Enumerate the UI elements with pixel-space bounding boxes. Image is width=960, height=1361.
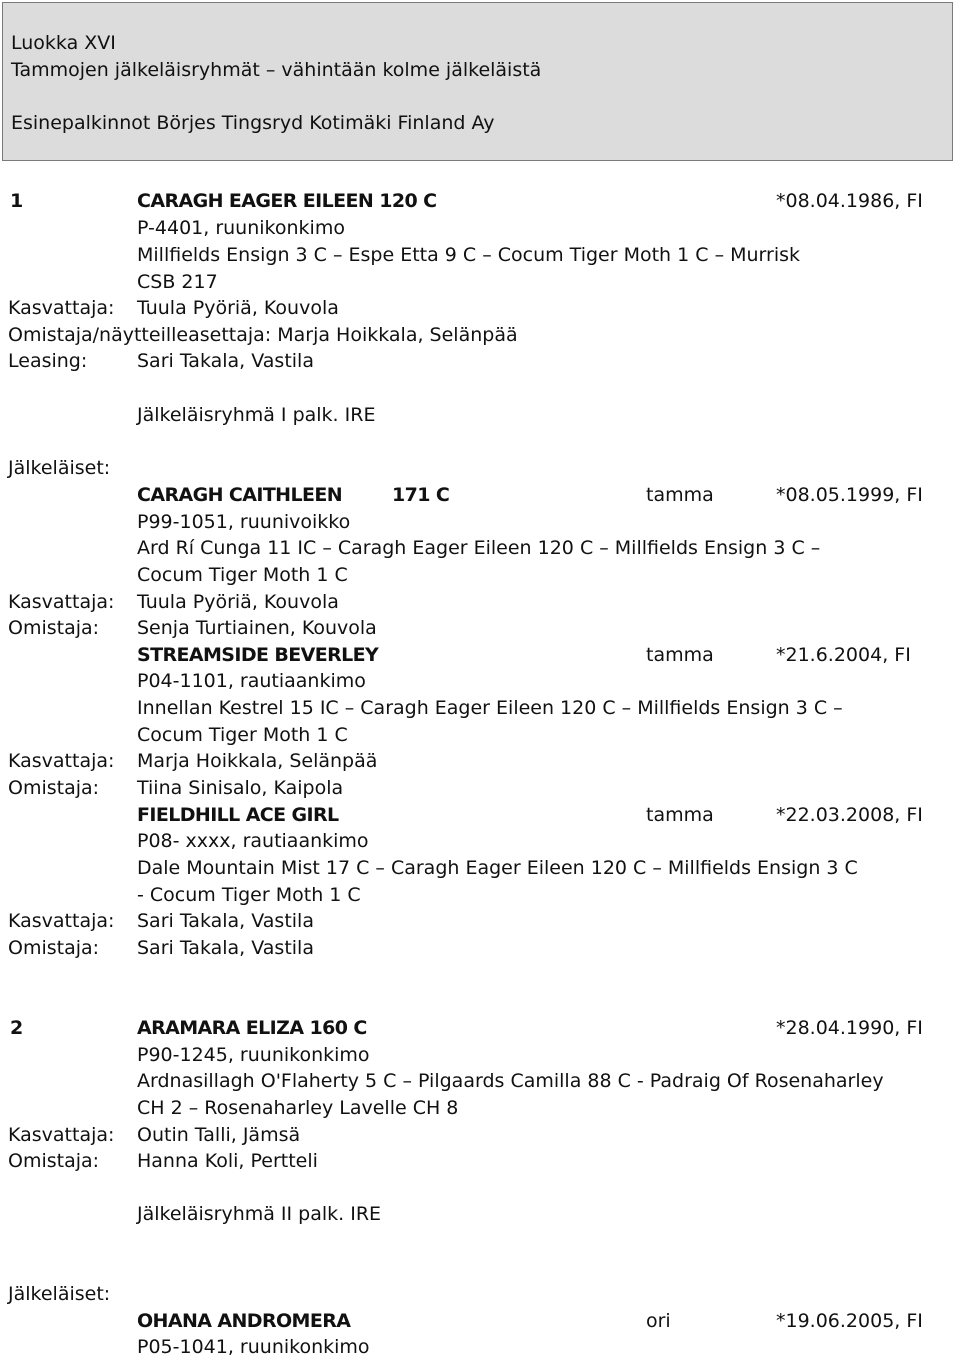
offspring-breeder: Tuula Pyöriä, Kouvola: [137, 591, 339, 613]
prize-sponsor: Esinepalkinnot Börjes Tingsryd Kotimäki Finland Ay: [11, 112, 495, 134]
owner-label: Omistaja:: [8, 937, 100, 959]
breeder: Outin Talli, Jämsä: [137, 1124, 301, 1146]
offspring-breeder: Marja Hoikkala, Selänpää: [137, 750, 378, 772]
offspring-registration: P05-1041, ruunikonkimo: [137, 1336, 370, 1358]
owner-label: Omistaja:: [8, 1150, 100, 1172]
offspring-name: FIELDHILL ACE GIRL: [137, 804, 339, 826]
offspring-pedigree-2: Cocum Tiger Moth 1 C: [137, 564, 348, 586]
offspring-sex: tamma: [646, 804, 714, 826]
offspring-registration: P99-1051, ruunivoikko: [137, 511, 351, 533]
offspring-birth-date: *21.6.2004, FI: [776, 644, 911, 666]
breeder-label: Kasvattaja:: [8, 591, 115, 613]
breeder: Tuula Pyöriä, Kouvola: [137, 297, 339, 319]
class-title: Luokka XVI: [11, 32, 116, 54]
offspring-pedigree-2: - Cocum Tiger Moth 1 C: [137, 884, 361, 906]
entry-number: 1: [10, 190, 23, 212]
class-subtitle: Tammojen jälkeläisryhmät – vähintään kolme jälkeläistä: [11, 59, 542, 81]
offspring-pedigree-1: Ard Rí Cunga 11 IC – Caragh Eager Eileen 120 C – Millfields Ensign 3 C –: [137, 537, 821, 559]
leasing-label: Leasing:: [8, 350, 88, 372]
offspring-label: Jälkeläiset:: [8, 1283, 111, 1305]
offspring-label: Jälkeläiset:: [8, 457, 111, 479]
mare-name: CARAGH EAGER EILEEN 120 C: [137, 190, 437, 212]
owner: Hanna Koli, Pertteli: [137, 1150, 318, 1172]
owner-label: Omistaja:: [8, 617, 100, 639]
offspring-sex: ori: [646, 1310, 671, 1332]
offspring-sex: tamma: [646, 644, 714, 666]
offspring-birth-date: *22.03.2008, FI: [776, 804, 923, 826]
group-result: Jälkeläisryhmä II palk. IRE: [137, 1203, 382, 1225]
registration: P90-1245, ruunikonkimo: [137, 1044, 370, 1066]
offspring-registration: P08- xxxx, rautiaankimo: [137, 830, 369, 852]
pedigree-line-2: CH 2 – Rosenaharley Lavelle CH 8: [137, 1097, 459, 1119]
offspring-birth-date: *19.06.2005, FI: [776, 1310, 923, 1332]
offspring-registration: P04-1101, rautiaankimo: [137, 670, 366, 692]
owner-exhibitor: Omistaja/näytteilleasettaja: Marja Hoikkala, Selänpää: [8, 324, 518, 346]
offspring-name: CARAGH CAITHLEEN: [137, 484, 343, 506]
offspring-name: STREAMSIDE BEVERLEY: [137, 644, 379, 666]
owner-label: Omistaja:: [8, 777, 100, 799]
breeder-label: Kasvattaja:: [8, 1124, 115, 1146]
entry-number: 2: [10, 1017, 23, 1039]
offspring-owner: Tiina Sinisalo, Kaipola: [137, 777, 344, 799]
offspring-pedigree-2: Cocum Tiger Moth 1 C: [137, 724, 348, 746]
leasing: Sari Takala, Vastila: [137, 350, 314, 372]
breeder-label: Kasvattaja:: [8, 910, 115, 932]
offspring-owner: Sari Takala, Vastila: [137, 937, 314, 959]
offspring-name: OHANA ANDROMERA: [137, 1310, 351, 1332]
offspring-cw-number: 171 C: [392, 484, 450, 506]
offspring-pedigree-1: Dale Mountain Mist 17 C – Caragh Eager Eileen 120 C – Millfields Ensign 3 C: [137, 857, 858, 879]
offspring-owner: Senja Turtiainen, Kouvola: [137, 617, 377, 639]
birth-date: *28.04.1990, FI: [776, 1017, 923, 1039]
registration: P-4401, ruunikonkimo: [137, 217, 345, 239]
group-result: Jälkeläisryhmä I palk. IRE: [137, 404, 376, 426]
offspring-birth-date: *08.05.1999, FI: [776, 484, 923, 506]
offspring-pedigree-1: Innellan Kestrel 15 IC – Caragh Eager Eileen 120 C – Millfields Ensign 3 C –: [137, 697, 843, 719]
offspring-breeder: Sari Takala, Vastila: [137, 910, 314, 932]
pedigree-line-2: CSB 217: [137, 271, 218, 293]
birth-date: *08.04.1986, FI: [776, 190, 923, 212]
breeder-label: Kasvattaja:: [8, 297, 115, 319]
offspring-sex: tamma: [646, 484, 714, 506]
class-header-box: [2, 2, 953, 161]
breeder-label: Kasvattaja:: [8, 750, 115, 772]
mare-name: ARAMARA ELIZA 160 C: [137, 1017, 367, 1039]
pedigree-line-1: Millfields Ensign 3 C – Espe Etta 9 C – Cocum Tiger Moth 1 C – Murrisk: [137, 244, 801, 266]
pedigree-line-1: Ardnasillagh O'Flaherty 5 C – Pilgaards Camilla 88 C - Padraig Of Rosenaharley: [137, 1070, 884, 1092]
